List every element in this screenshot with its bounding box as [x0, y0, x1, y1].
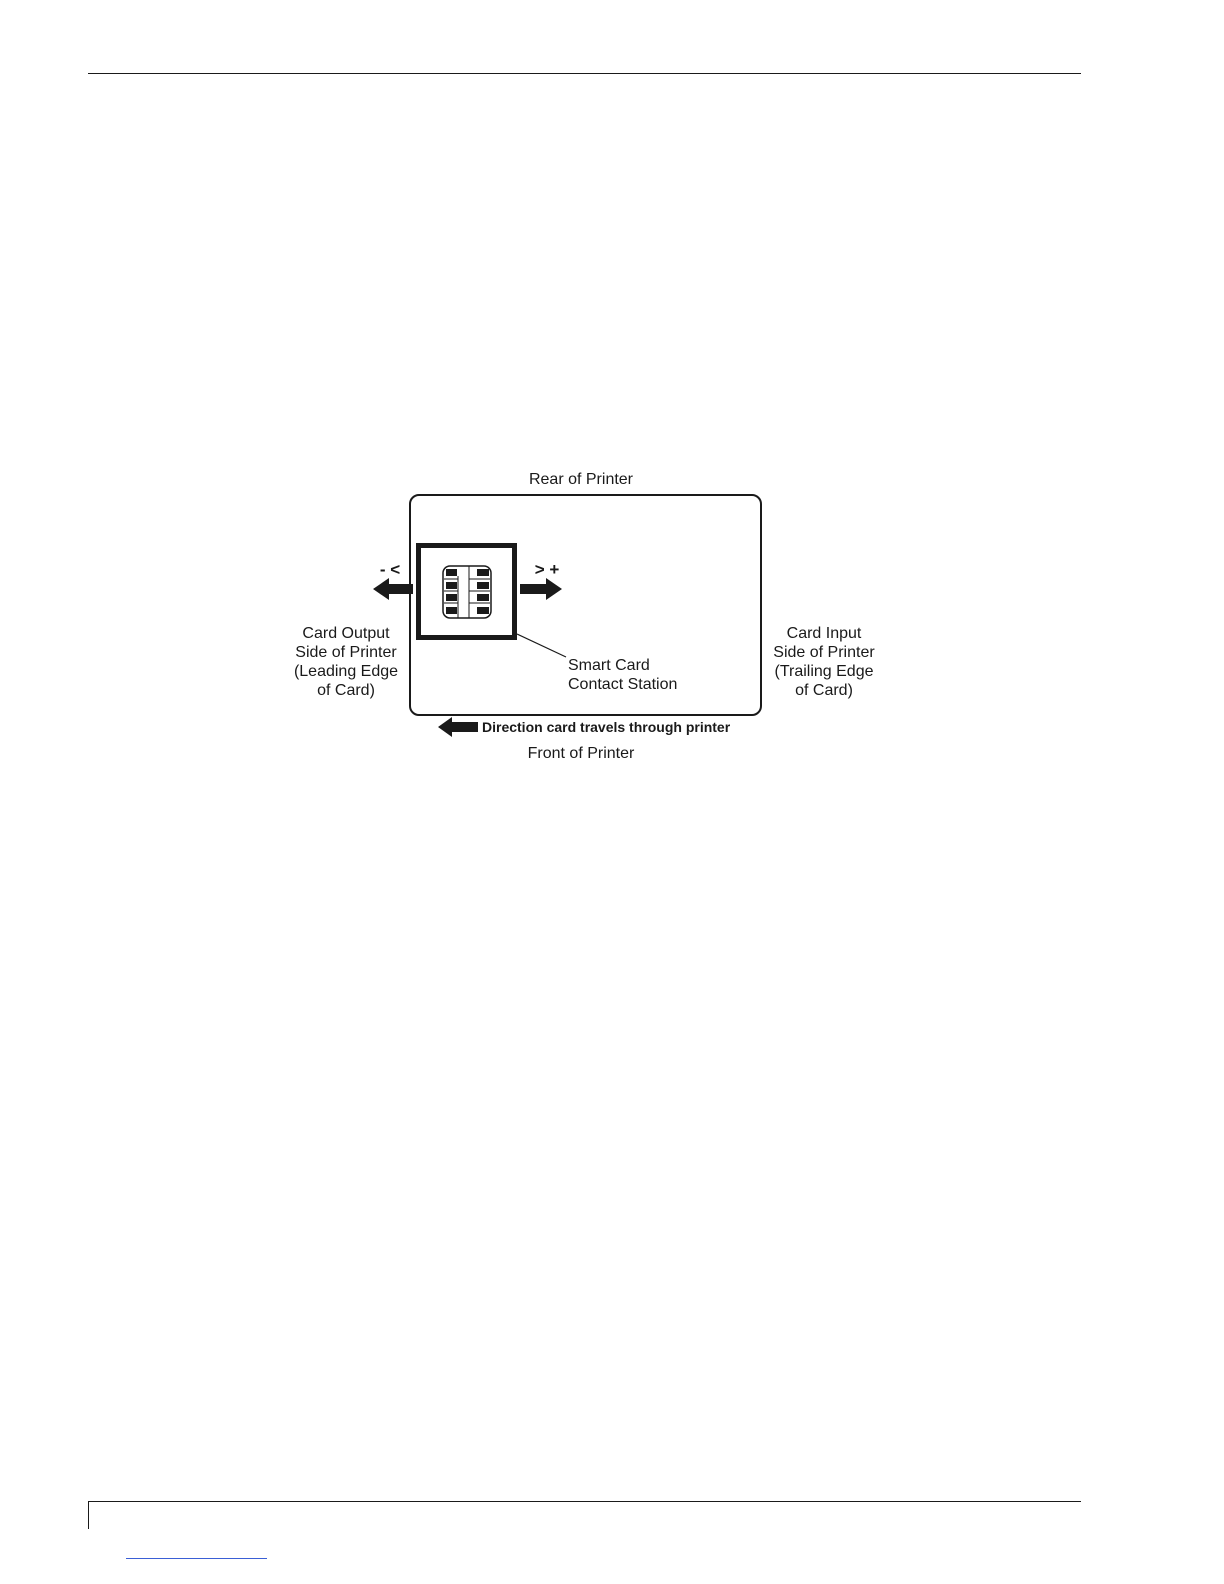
output-side-line-4: of Card) — [317, 682, 375, 699]
plus-direction-arrow-icon — [520, 578, 562, 600]
output-side-line-2: Side of Printer — [295, 644, 397, 661]
minus-symbol: - < — [379, 560, 401, 579]
rear-of-printer-label: Rear of Printer — [528, 471, 634, 488]
output-side-line-1: Card Output — [302, 625, 390, 642]
plus-symbol: > + — [534, 560, 560, 579]
station-label-line-1: Smart Card — [568, 657, 650, 674]
smart-chip-icon — [443, 566, 491, 618]
front-of-printer-label: Front of Printer — [527, 745, 635, 762]
station-label-line-2: Contact Station — [568, 676, 678, 693]
direction-label: Direction card travels through printer — [482, 719, 731, 735]
input-side-line-1: Card Input — [786, 625, 862, 642]
output-side-line-3: (Leading Edge — [293, 663, 399, 680]
station-leader-line — [517, 634, 566, 657]
minus-direction-arrow-icon — [373, 578, 413, 600]
input-side-line-2: Side of Printer — [773, 644, 875, 661]
travel-direction-arrow-icon — [438, 717, 478, 737]
input-side-line-3: (Trailing Edge — [774, 663, 874, 680]
input-side-line-4: of Card) — [795, 682, 853, 699]
